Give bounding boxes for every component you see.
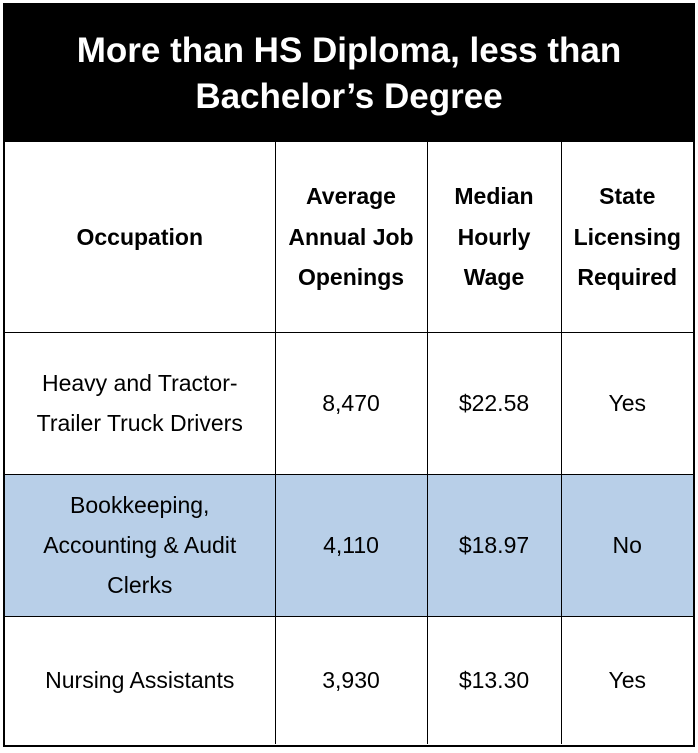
table-row: [5, 474, 693, 616]
table-title: More than HS Diploma, less than Bachelor’s Degree: [76, 31, 622, 116]
header-job-openings: Average Annual Job Openings: [275, 142, 427, 332]
header-state-licensing: State Licensing Required: [561, 142, 693, 332]
cell-state-licensing: No: [561, 474, 693, 616]
cell-job-openings: 4,110: [275, 474, 427, 616]
header-occupation: Occupation: [5, 142, 275, 332]
occupation-table-card: [3, 3, 695, 747]
cell-state-licensing: Yes: [561, 332, 693, 474]
cell-job-openings: 8,470: [275, 332, 427, 474]
cell-state-licensing: Yes: [561, 616, 693, 744]
cell-median-wage: $18.97: [427, 474, 561, 616]
cell-median-wage: $13.30: [427, 616, 561, 744]
table-row: [5, 616, 693, 744]
table-title-bar: [5, 5, 693, 142]
table-row: [5, 332, 693, 474]
cell-occupation: Bookkeeping, Accounting & Audit Clerks: [5, 474, 275, 616]
cell-job-openings: 3,930: [275, 616, 427, 744]
occupation-table: [5, 142, 693, 744]
cell-occupation: Heavy and Tractor-Trailer Truck Drivers: [5, 332, 275, 474]
cell-occupation: Nursing Assistants: [5, 616, 275, 744]
cell-median-wage: $22.58: [427, 332, 561, 474]
header-median-wage: Median Hourly Wage: [427, 142, 561, 332]
table-header-row: [5, 142, 693, 332]
